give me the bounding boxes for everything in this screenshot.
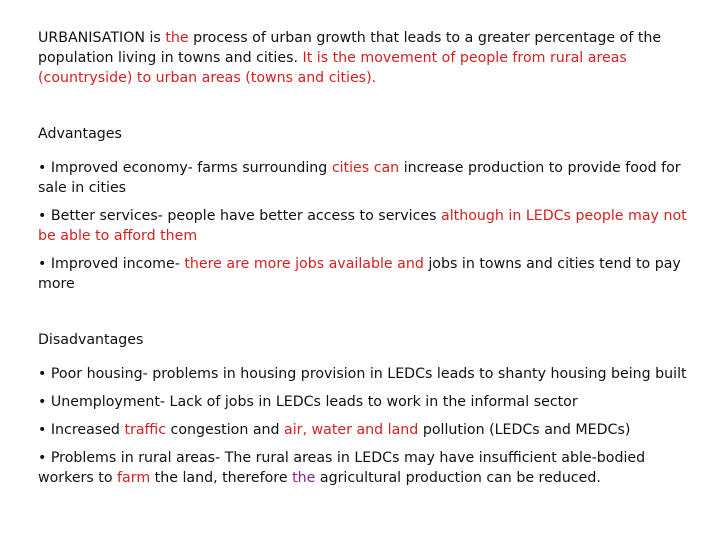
disadvantage-item-unemployment [38,392,698,412]
advantage-economy-text-2: increase production to provide food for sale in cities [38,160,681,196]
advantage-economy-highlight: cities can [331,160,400,176]
disadvantage-rural-highlight-farm: farm [117,470,151,486]
disadvantage-housing-text: • Poor housing- problems in housing provision in LEDCs leads to shanty housing being built [38,366,687,382]
advantage-income-text-1: • Improved income- [38,256,185,272]
advantage-item-economy [38,158,698,198]
disadvantage-congestion-text-2: congestion and [166,422,285,438]
advantage-item-services [38,206,698,246]
intro-text-1: URBANISATION is [38,30,166,46]
intro-highlight-movement: It is the movement of people from rural areas (countryside) to urban areas (towns and cities). [38,50,627,86]
intro-text-2: process of urban growth that leads to a greater percentage of the population living in towns and cities. [38,30,662,66]
disadvantage-congestion-text-1: • Increased [38,422,125,438]
disadvantage-congestion-highlight-pollution: air, water and land [284,422,419,438]
disadvantage-rural-highlight-the: the [292,470,316,486]
disadvantage-rural-text-3: agricultural production can be reduced. [315,470,601,486]
advantage-services-highlight: although in LEDCs people may not be able to afford them [38,208,687,244]
disadvantage-congestion-text-3: pollution (LEDCs and MEDCs) [418,422,631,438]
intro-paragraph [38,28,698,88]
advantage-income-text-2: jobs in towns and cities tend to pay more [38,256,681,292]
advantages-heading: Advantages [38,126,122,142]
disadvantage-item-rural [38,448,698,488]
disadvantages-heading: Disadvantages [38,332,144,348]
disadvantage-rural-text-2: the land, therefore [150,470,293,486]
disadvantage-item-housing [38,364,698,384]
advantage-item-income [38,254,698,294]
disadvantage-item-congestion [38,420,698,440]
advantage-services-text-1: • Better services- people have better access to services [38,208,442,224]
disadvantage-rural-text-1: • Problems in rural areas- The rural areas in LEDCs may have insufficient able-bodied workers to [38,450,646,486]
advantage-economy-text-1: • Improved economy- farms surrounding [38,160,332,176]
disadvantage-congestion-highlight-traffic: traffic [124,422,167,438]
intro-highlight-the: the [165,30,189,46]
advantage-income-highlight: there are more jobs available and [184,256,424,272]
document-page [38,28,698,496]
disadvantage-unemployment-text: • Unemployment- Lack of jobs in LEDCs leads to work in the informal sector [38,394,578,410]
